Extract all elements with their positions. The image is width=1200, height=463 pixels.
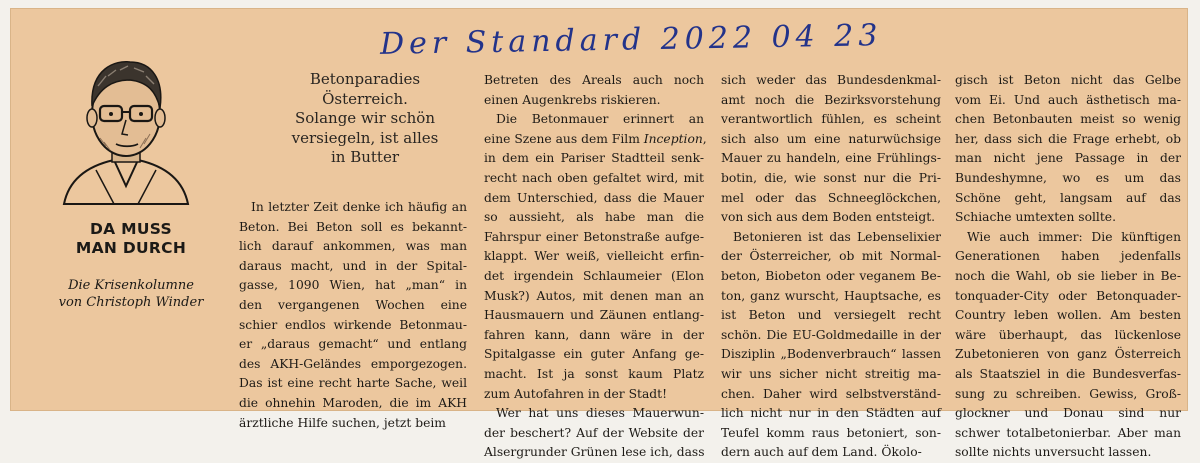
article-line: sich weder das Bundesdenkmal- — [721, 73, 941, 87]
article-line: als Staatsziel in die Bundesverfas- — [955, 366, 1181, 381]
article-line: Betreten des Areals auch noch — [484, 73, 704, 87]
article-line: chen Betonbauten meist so wenig — [955, 112, 1181, 127]
article-line: Bundeshymne, wo es um das — [955, 170, 1181, 185]
article-line: schier endlos wirkende Betonmau- — [239, 317, 467, 332]
article-line: tonquader-City oder Betonquader- — [955, 288, 1181, 303]
column-title — [46, 220, 216, 258]
article-line: von sich aus dem Boden entsteigt. — [721, 210, 936, 225]
headline-line: Solange wir schön — [295, 109, 435, 127]
article-line: daraus macht, und in der Spital- — [239, 258, 467, 273]
article-column-3 — [721, 71, 941, 463]
column-title-line-1: DA MUSS — [90, 220, 172, 238]
article-line: sung zu schreiben. Gewiss, Groß- — [955, 386, 1181, 401]
article-line: ärztliche Hilfe suchen, jetzt beim — [239, 415, 446, 430]
article-line: Teufel komm raus betoniert, son- — [721, 425, 941, 440]
article-line: den vergangenen Wochen eine — [239, 297, 467, 312]
article-line: klappt. Wer weiß, vielleicht erfin- — [484, 249, 704, 264]
headline-line: versiegeln, ist alles — [291, 128, 439, 147]
handwritten-note: Der Standard 2022 04 23 — [379, 18, 883, 62]
article-column-1 — [239, 198, 467, 433]
article-line: Das ist eine recht harte Sache, weil — [239, 376, 467, 391]
article-line: Fahrspur einer Betonstraße aufge- — [484, 229, 704, 244]
newspaper-clipping — [10, 8, 1188, 460]
article-line: der Österreicher, ob mit Normal- — [721, 249, 941, 264]
article-line: Schiache umtexten sollte. — [955, 210, 1116, 225]
byline-line-2: von Christoph Winder — [58, 295, 204, 310]
article-line: gasse, 1090 Wien, hat „man“ in — [239, 278, 467, 293]
article-line: des AKH-Geländes emporgezogen. — [239, 356, 467, 371]
article-line: Hausmauern und Zäunen entlang- — [484, 308, 704, 323]
article-line: Disziplin „Bodenverbrauch“ lassen — [721, 347, 941, 362]
article-line: recht nach oben gefaltet wird, mit — [484, 170, 704, 185]
article-line: die ohnehin Maroden, die im AKH — [239, 395, 467, 410]
article-line: lich darauf ankommen, was man — [239, 239, 467, 254]
article-line: amt noch die Bezirksvorstehung — [721, 92, 941, 107]
article-line: wäre überhaupt, das lückenlose — [955, 327, 1181, 342]
author-portrait-illustration — [56, 46, 196, 204]
article-line: schwer totalbetonierbar. Aber man — [955, 425, 1181, 440]
article-line: Generationen haben jedenfalls — [955, 249, 1181, 264]
article-line: zum Autofahren in der Stadt! — [484, 386, 668, 401]
article-line: sich also um eine naturwüchsige — [721, 131, 941, 146]
article-line: einen Augenkrebs riskieren. — [484, 92, 661, 107]
column-title-line-2: MAN DURCH — [75, 239, 187, 257]
article-line: ton, ganz wurscht, Hauptsache, es — [721, 288, 941, 303]
headline-line: Betonparadies — [309, 70, 421, 88]
article-line: ist Beton und versiegelt recht — [721, 308, 941, 323]
article-line: glockner und Donau sind nur — [955, 406, 1181, 421]
article-line: Country leben wollen. Am besten — [955, 308, 1181, 323]
article-line: wir uns sicher nicht streitig ma- — [721, 366, 941, 381]
article-line: Wer hat uns dieses Mauerwun- — [496, 406, 704, 421]
article-line: noch die Wahl, ob sie lieber in Be- — [955, 268, 1181, 283]
article-line: det irgendein Schlaumeier (Elon — [484, 268, 704, 283]
article-line: man nicht jene Passage in der — [955, 151, 1181, 166]
article-line: her, dass sich die Frage erhebt, ob — [955, 131, 1181, 146]
headline — [272, 70, 458, 168]
article-line: gisch ist Beton nicht das Gelbe — [955, 73, 1181, 87]
article-line: er „daraus gemacht“ und entlang — [239, 337, 467, 352]
article-line: Die Betonmauer erinnert an — [496, 112, 704, 127]
article-line: eine Szene aus dem Film Inception, — [484, 131, 707, 146]
article-line: Schöne geht, langsam auf das — [955, 190, 1181, 205]
article-line: mel oder das Schneeglöckchen, — [721, 190, 941, 205]
byline — [46, 277, 216, 311]
headline-line: in Butter — [330, 148, 399, 166]
article-line: Betonieren ist das Lebenselixier — [733, 229, 941, 244]
article-line: schön. Die EU-Goldmedaille in der — [721, 327, 941, 342]
article-line: der beschert? Auf der Website der — [484, 425, 704, 440]
article-line: Spitalgasse ein guter Anfang ge- — [484, 347, 704, 362]
article-line: chen. Daher wird selbstverständ- — [721, 386, 941, 401]
article-line: Zubetonieren von ganz Österreich — [955, 347, 1181, 362]
article-line: Mauer zu handeln, eine Frühlings- — [721, 151, 941, 166]
article-line: Wie auch immer: Die künftigen — [967, 229, 1181, 244]
article-line: dern auch auf dem Land. Ökolo- — [721, 445, 922, 460]
article-line: dem Unterschied, dass die Mauer — [484, 190, 704, 205]
article-line: Alsergrunder Grünen lese ich, dass — [484, 445, 705, 460]
article-line: so aussieht, als habe man die — [484, 210, 704, 225]
article-line: Musk?) Autos, mit denen man an — [484, 288, 704, 303]
article-line: verantwortlich fühlen, es scheint — [721, 112, 941, 127]
article-line: fahren kann, dann wäre in der — [484, 327, 704, 342]
article-line: botin, die, wie sonst nur die Pri- — [721, 170, 941, 185]
article-line: lich nicht nur in den Städten auf — [721, 406, 941, 421]
article-line: beton, Biobeton oder veganem Be- — [721, 268, 941, 283]
article-line: macht. Ist ja sonst kaum Platz — [484, 366, 704, 381]
article-line: sollte nichts unversucht lassen. — [955, 445, 1152, 460]
article-line: In letzter Zeit denke ich häufig an — [251, 200, 467, 214]
article-line: Beton. Bei Beton soll es bekannt- — [239, 219, 467, 234]
article-column-4 — [955, 71, 1181, 463]
article-line: vom Ei. Und auch ästhetisch ma- — [955, 92, 1181, 107]
article-line: in dem ein Pariser Stadtteil senk- — [484, 151, 704, 166]
byline-line-1: Die Krisenkolumne — [68, 278, 194, 293]
article-column-2 — [484, 71, 707, 463]
headline-line: Österreich. — [322, 89, 408, 108]
